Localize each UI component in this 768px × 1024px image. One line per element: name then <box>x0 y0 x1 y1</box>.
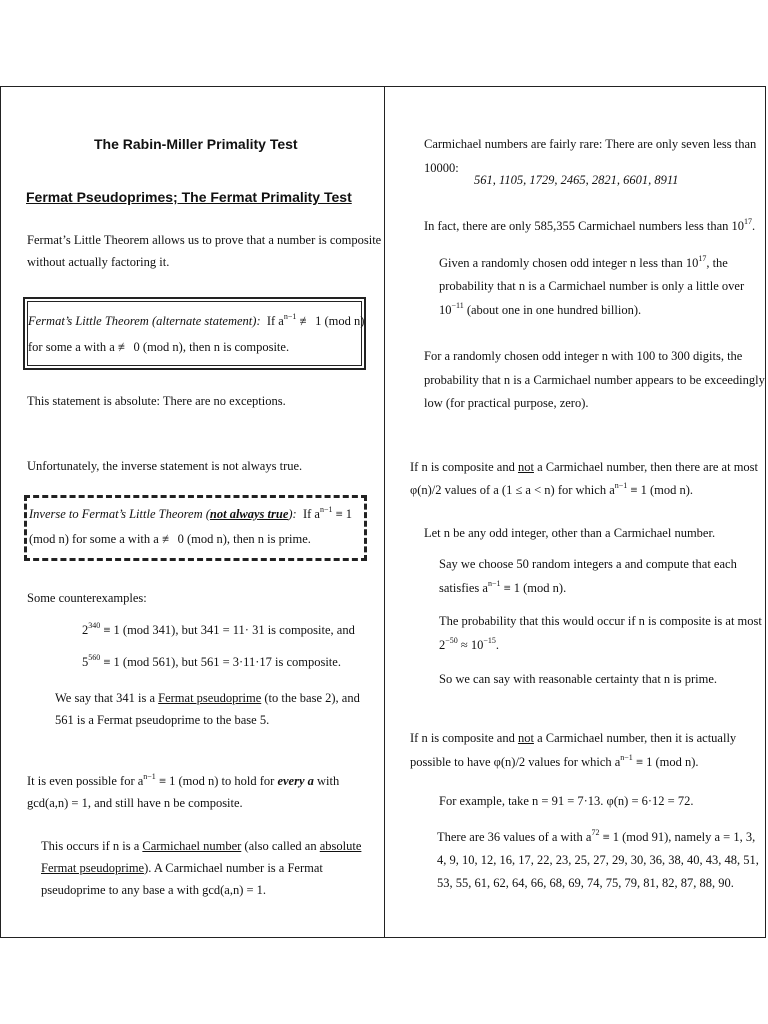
theorem-line-1: Fermat’s Little Theorem (alternate statement): If $a^{n-1}$ ≢ 1 (mod n) <box>28 312 365 328</box>
at-most-line-2: φ(n)/2 values of a (1 ≤ a < n) for which $a^{n-1} \equiv 1$ (mod n). <box>410 481 693 497</box>
certainty-line: So we can say with reasonable certainty that n is prime. <box>439 672 718 686</box>
given-line-1: Given a randomly chosen odd integer n less than $10^{17}$, the <box>439 254 728 270</box>
say-line-2: satisfies $a^{n-1} \equiv 1$ (mod n). <box>439 579 567 595</box>
carmichael-def-line-3: pseudoprime to any base a with gcd(a,n) = 1. <box>41 883 267 897</box>
values-line-2: 4, 9, 10, 12, 16, 17, 22, 23, 25, 27, 29, 30, 36, 38, 40, 43, 48, 51, <box>437 853 759 867</box>
carmichael-def-line-2: Fermat pseudoprime). A Carmichael number is a Fermat <box>41 861 323 875</box>
even-possible-line-1: It is even possible for $a^{n-1} \equiv 1$ (mod n) to hold for every a with <box>27 772 340 788</box>
given-line-3: $10^{-11}$ (about one in one hundred billion). <box>439 301 642 317</box>
pseudoprime-line-1: We say that 341 is a Fermat pseudoprime (to the base 2), and <box>55 691 360 705</box>
digits-line-2: probability that n is a Carmichael number appears to be exceedingly <box>424 373 765 387</box>
at-most-line-1: If n is composite and not a Carmichael number, then there are at most <box>410 460 759 474</box>
carmichael-def-line-1: This occurs if n is a Carmichael number (also called an absolute <box>41 839 362 853</box>
page-title: The Rabin-Miller Primality Test <box>94 136 298 152</box>
theorem-box <box>23 297 366 370</box>
inverse-line-1: Inverse to Fermat’s Little Theorem (not always true): If $a^{n-1} \equiv 1$ <box>29 505 353 521</box>
carmichael-list: 561, 1105, 1729, 2465, 2821, 6601, 8911 <box>474 173 679 187</box>
inverse-intro: Unfortunately, the inverse statement is not always true. <box>27 459 303 473</box>
rare-line-1: Carmichael numbers are fairly rare: There are only seven less than <box>424 137 757 151</box>
absolute-statement: This statement is absolute: There are no exceptions. <box>27 394 286 408</box>
intro-line-1: Fermat’s Little Theorem allows us to prove that a number is composite <box>27 233 382 247</box>
probability-line-2: $2^{-50} \approx 10^{-15}$. <box>439 636 500 652</box>
probability-line-1: The probability that this would occur if n is composite is at most <box>439 614 762 628</box>
column-divider <box>384 86 385 938</box>
digits-line-3: low (for practical purpose, zero). <box>424 396 589 410</box>
counterexample-1: $2^{340} \equiv 1$ (mod 341), but 341 = 11· 31 is composite, and <box>82 621 355 637</box>
even-possible-line-2: gcd(a,n) = 1, and still have n be composite. <box>27 796 243 810</box>
actually-line-1: If n is composite and not a Carmichael number, then it is actually <box>410 731 737 745</box>
let-n-line: Let n be any odd integer, other than a Carmichael number. <box>424 526 716 540</box>
example-line: For example, take n = 91 = 7·13. φ(n) = 6·12 = 72. <box>439 794 694 808</box>
values-line-3: 53, 55, 61, 62, 64, 66, 68, 69, 74, 75, 79, 81, 82, 87, 88, 90. <box>437 876 734 890</box>
theorem-line-2: for some a with a ≢ 0 (mod n), then n is composite. <box>28 340 290 354</box>
digits-line-1: For a randomly chosen odd integer n with 100 to 300 digits, the <box>424 349 743 363</box>
inverse-line-2: (mod n) for some a with a ≢ 0 (mod n), then n is prime. <box>29 532 311 546</box>
section-heading: Fermat Pseudoprimes; The Fermat Primality Test <box>26 189 352 205</box>
intro-line-2: without actually factoring it. <box>27 255 170 269</box>
values-line-1: There are 36 values of a with $a^{72} \equiv 1$ (mod 91), namely a = 1, 3, <box>437 828 756 844</box>
counterexample-2: $5^{560} \equiv 1$ (mod 561), but 561 = 3·11·17 is composite. <box>82 653 341 669</box>
actually-line-2: possible to have φ(n)/2 values for which $a^{n-1} \equiv 1$ (mod n). <box>410 753 699 769</box>
say-line-1: Say we choose 50 random integers a and compute that each <box>439 557 737 571</box>
pseudoprime-line-2: 561 is a Fermat pseudoprime to the base 5. <box>55 713 270 727</box>
given-line-2: probability that n is a Carmichael number is only a little over <box>439 279 745 293</box>
counterexamples-heading: Some counterexamples: <box>27 591 147 605</box>
fact-line: In fact, there are only 585,355 Carmichael numbers less than $10^{17}$. <box>424 217 756 233</box>
rare-line-2: 10000: <box>424 161 459 175</box>
